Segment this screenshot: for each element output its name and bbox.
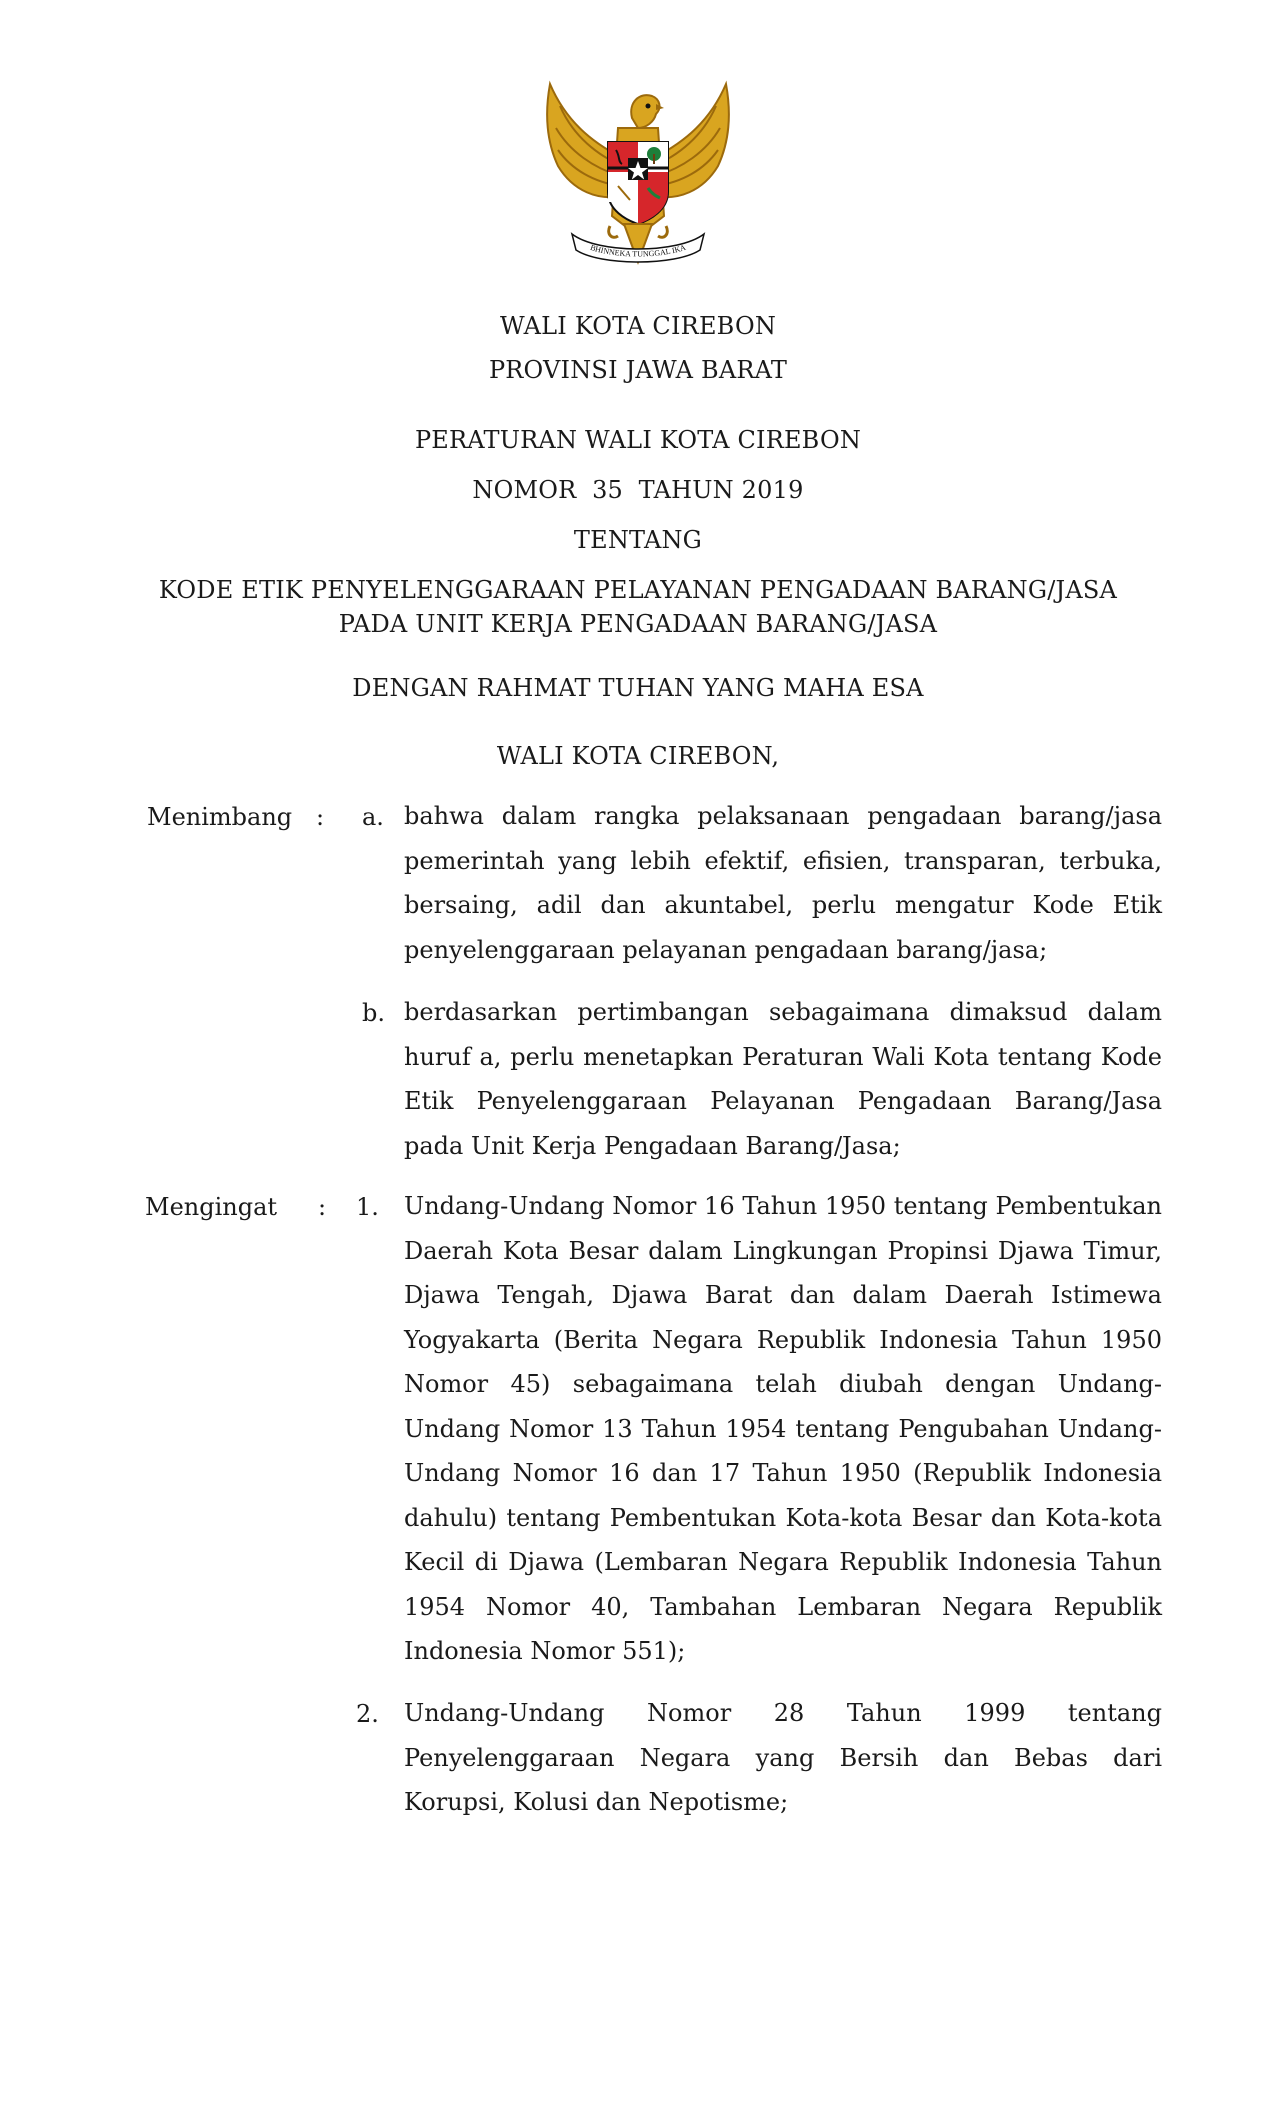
shield [608,142,668,224]
mengingat-item-2: Undang-Undang Nomor 28 Tahun 1999 tentang Penyelenggaraan Negara yang Bersih dan Bebas dari Korupsi, Kolusi dan Nepotisme; [404,1699,1162,1816]
menimbang-item-a: bahwa dalam rangka pelaksanaan pengadaan barang/jasa pemerintah yang lebih efektif, efisien, transparan, terbuka, bersaing, adil dan akuntabel, perlu mengatur Kode Etik penyelenggaraan pelayanan pengadaan barang/jasa; [404,802,1162,964]
emblem-motto: BHINNEKA TUNGGAL IKA [589,242,687,259]
regulation-subject-1: KODE ETIK PENYELENGGARAAN PELAYANAN PENGADAAN BARANG/JASA [158,576,1118,604]
head [631,95,659,128]
header-line-2: PROVINSI JAWA BARAT [488,356,788,384]
regulation-subject-2: PADA UNIT KERJA PENGADAAN BARANG/JASA [338,610,938,638]
mengingat-colon: : [318,1193,327,1221]
garuda-emblem-icon [528,66,748,276]
invocation: DENGAN RAHMAT TUHAN YANG MAHA ESA [352,674,924,702]
about-label: TENTANG [573,526,703,554]
mengingat-item-1: Undang-Undang Nomor 16 Tahun 1950 tentang Pembentukan Daerah Kota Besar dalam Lingkungan Propinsi Djawa Timur, Djawa Tengah, Djawa Barat dan dalam Daerah Istimewa Yogyakarta (Berita Negara Republik Indonesia Tahun 1950 Nomor 45) sebagaimana telah diubah dengan Undang-Undang Nomor 13 Tahun 1954 tentang Pengubahan Undang-Undang Nomor 16 dan 17 Tahun 1950 (Republik Indonesia dahulu) tentang Pembentukan Kota-kota Besar dan Kota-kota Kecil di Djawa (Lembaran Negara Republik Indonesia Tahun 1954 Nomor 40, Tambahan Lembaran Negara Republik Indonesia Nomor 551); [404,1192,1162,1665]
menimbang-marker-b: b. [362,999,385,1027]
menimbang-label: Menimbang [147,803,293,831]
menimbang-marker-a: a. [362,803,384,831]
mengingat-marker-1: 1. [356,1193,379,1221]
regulation-title: PERATURAN WALI KOTA CIREBON [414,426,862,454]
mengingat-marker-2: 2. [356,1700,379,1728]
official-title: WALI KOTA CIREBON, [496,742,780,770]
mengingat-label: Mengingat [145,1193,278,1221]
header-line-1: WALI KOTA CIREBON [499,312,777,340]
menimbang-item-b: berdasarkan pertimbangan sebagaimana dimaksud dalam huruf a, perlu menetapkan Peraturan Wali Kota tentang Kode Etik Penyelenggaraan Pelayanan Pengadaan Barang/Jasa pada Unit Kerja Pengadaan Barang/Jasa; [404,998,1162,1160]
regulation-number: NOMOR 35 TAHUN 2019 [472,476,804,504]
menimbang-colon: : [316,803,325,831]
